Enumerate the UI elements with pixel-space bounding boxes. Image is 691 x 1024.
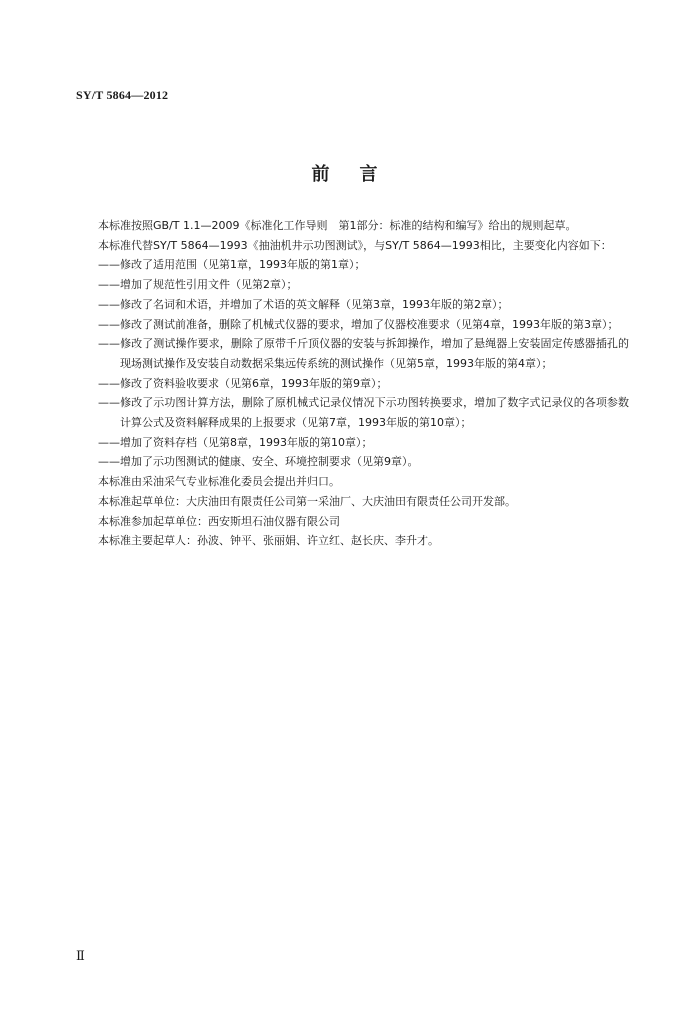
list-dash: —— (98, 376, 120, 390)
change-text: 修改了测试前准备，删除了机械式仪器的要求，增加了仪器校准要求（见第4章，1993年版的第3章）； (120, 317, 619, 331)
change-text: 修改了示功图计算方法，删除了原机械式记录仪情况下示功图转换要求，增加了数字式记录仪的各项参数计算公式及资料解释成果的上报要求（见第7章，1993年版的第10章）； (120, 396, 629, 430)
change-text: 增加了资料存档（见第8章，1993年版的第10章）； (120, 435, 373, 449)
paragraph-replacement: 本标准代替SY/T 5864—1993《抽油机井示功图测试》，与SY/T 5864—1993相比，主要变化内容如下： (98, 238, 612, 252)
title-char-1: 前 (311, 164, 332, 185)
list-dash: —— (98, 258, 120, 272)
change-item (76, 275, 629, 295)
change-item (76, 393, 629, 432)
change-text: 修改了名词和术语，并增加了术语的英文解释（见第3章，1993年版的第2章）； (120, 297, 509, 311)
paragraph-drafting-rules: 本标准按照GB/T 1.1—2009《标准化工作导则 第1部分：标准的结构和编写》给出的规则起草。 (98, 219, 577, 232)
paragraph-proposer: 本标准由采油采气专业标准化委员会提出并归口。 (98, 475, 340, 489)
paragraph-drafters: 本标准主要起草人：孙波、钟平、张丽娟、许立红、赵长庆、李升才。 (98, 534, 439, 548)
preface-body (76, 216, 629, 551)
change-item (76, 334, 629, 373)
change-text: 修改了测试操作要求，删除了原带千斤顶仪器的安装与拆卸操作，增加了悬绳器上安装固定传感器插孔的现场测试操作及安装自动数据采集远传系统的测试操作（见第5章，1993年版的第4章）； (120, 337, 629, 370)
change-item (76, 374, 629, 394)
page-number: Ⅱ (76, 948, 85, 963)
list-dash: —— (98, 337, 120, 351)
change-item (76, 255, 629, 275)
list-dash: —— (98, 297, 120, 311)
change-text: 增加了规范性引用文件（见第2章）； (120, 278, 298, 292)
change-text: 修改了资料验收要求（见第6章，1993年版的第9章）； (120, 376, 388, 390)
page-title (0, 160, 691, 186)
change-item (76, 315, 629, 335)
paragraph-drafting-unit: 本标准起草单位：大庆油田有限责任公司第一采油厂、大庆油田有限责任公司开发部。 (98, 494, 516, 508)
list-dash: —— (98, 278, 120, 292)
change-text: 增加了示功图测试的健康、安全、环境控制要求（见第9章）。 (120, 455, 419, 469)
paragraph-participating-unit: 本标准参加起草单位：西安斯坦石油仪器有限公司 (98, 514, 340, 528)
title-char-2: 言 (359, 164, 380, 185)
change-item (76, 433, 629, 453)
change-item (76, 452, 629, 472)
list-dash: —— (98, 435, 120, 449)
list-dash: —— (98, 396, 120, 410)
change-item (76, 295, 629, 315)
document-id: SY/T 5864—2012 (76, 88, 169, 102)
change-text: 修改了适用范围（见第1章，1993年版的第1章）； (120, 258, 366, 272)
list-dash: —— (98, 317, 120, 331)
list-dash: —— (98, 455, 120, 469)
